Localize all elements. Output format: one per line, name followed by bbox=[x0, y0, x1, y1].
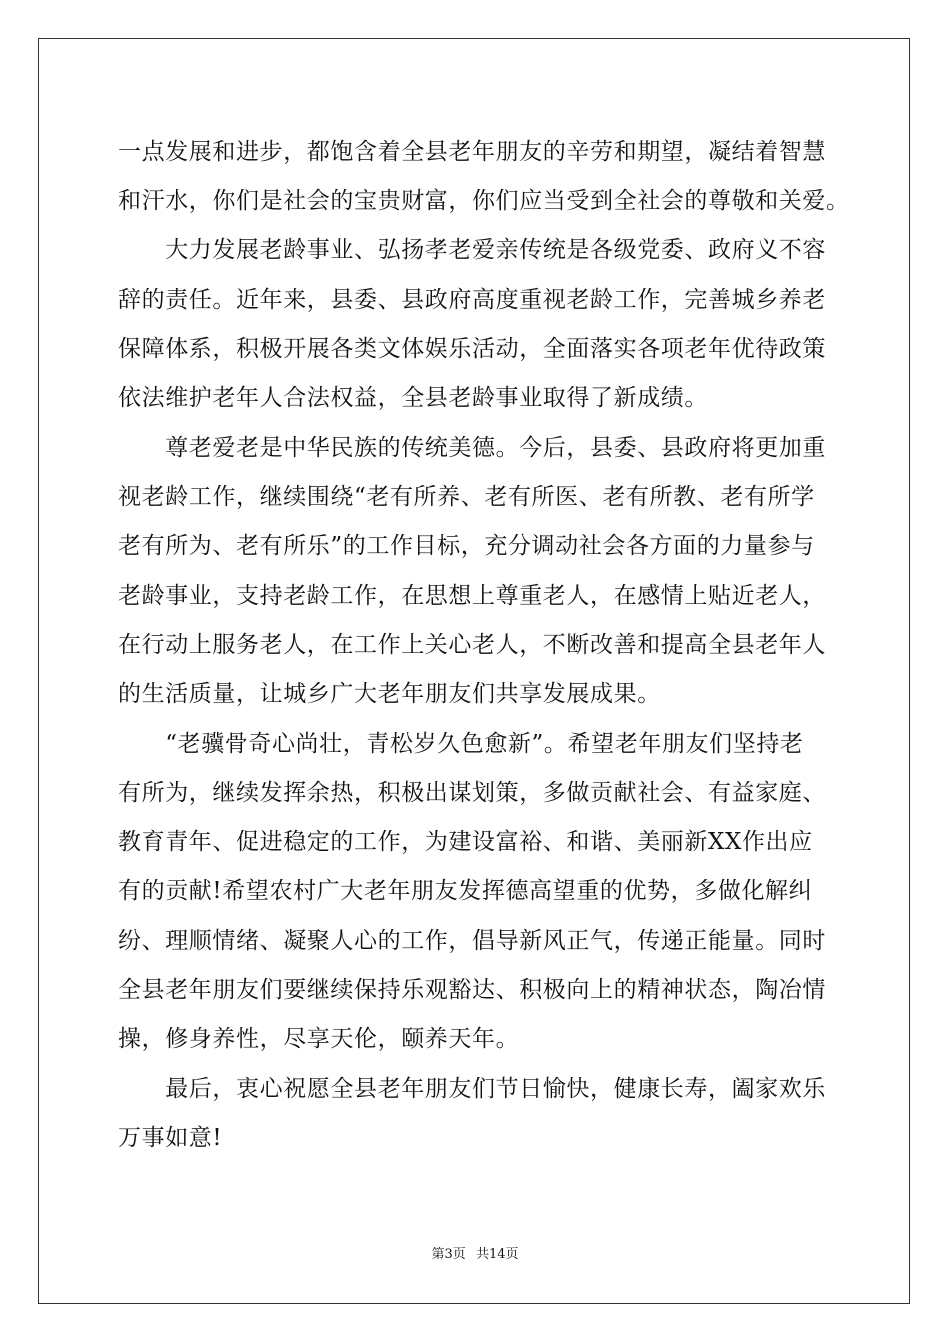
text-line: 依法维护老年人合法权益，全县老龄事业取得了新成绩。 bbox=[118, 385, 708, 411]
text-line: 辞的责任。近年来，县委、县政府高度重视老龄工作，完善城乡养老 bbox=[118, 287, 826, 313]
text-line: 视老龄工作，继续围绕“老有所养、老有所医、老有所教、老有所学 bbox=[118, 484, 815, 510]
text-line: 保障体系，积极开展各类文体娱乐活动，全面落实各项老年优待政策 bbox=[118, 336, 826, 362]
total-pages: 共14页 bbox=[475, 1247, 519, 1262]
page-border bbox=[38, 38, 910, 1304]
text-line: 教育青年、促进稳定的工作，为建设富裕、和谐、美丽新XX作出应 bbox=[118, 829, 813, 855]
text-line: 在行动上服务老人，在工作上关心老人，不断改善和提高全县老年人 bbox=[118, 632, 826, 658]
page-footer bbox=[0, 1247, 950, 1263]
text-line: 全县老年朋友们要继续保持乐观豁达、积极向上的精神状态，陶冶情 bbox=[118, 977, 826, 1003]
text-line: 最后，衷心祝愿全县老年朋友们节日愉快，健康长寿，阖家欢乐 bbox=[118, 1076, 826, 1102]
text-line: 老龄事业，支持老龄工作，在思想上尊重老人，在感情上贴近老人， bbox=[118, 583, 826, 609]
text-line: 尊老爱老是中华民族的传统美德。今后，县委、县政府将更加重 bbox=[118, 435, 826, 461]
text-line: 和汗水，你们是社会的宝贵财富，你们应当受到全社会的尊敬和关爱。 bbox=[118, 188, 850, 214]
page-number: 第3页 bbox=[431, 1247, 466, 1262]
text-line: 操，修身养性，尽享天伦，颐养天年。 bbox=[118, 1026, 520, 1052]
text-line: 大力发展老龄事业、弘扬孝老爱亲传统是各级党委、政府义不容 bbox=[118, 237, 826, 263]
text-line: 有的贡献!希望农村广大老年朋友发挥德高望重的优势，多做化解纠 bbox=[118, 878, 813, 904]
text-line: 万事如意! bbox=[118, 1125, 223, 1151]
text-line: “老骥骨奇心尚壮，青松岁久色愈新”。希望老年朋友们坚持老 bbox=[118, 731, 804, 757]
text-line: 老有所为、老有所乐”的工作目标，充分调动社会各方面的力量参与 bbox=[118, 533, 815, 559]
text-line: 一点发展和进步，都饱含着全县老年朋友的辛劳和期望，凝结着智慧 bbox=[118, 139, 826, 165]
text-line: 有所为，继续发挥余热，积极出谋划策，多做贡献社会、有益家庭、 bbox=[118, 780, 826, 806]
text-line: 纷、理顺情绪、凝聚人心的工作，倡导新风正气，传递正能量。同时 bbox=[118, 928, 826, 954]
text-line: 的生活质量，让城乡广大老年朋友们共享发展成果。 bbox=[118, 681, 661, 707]
